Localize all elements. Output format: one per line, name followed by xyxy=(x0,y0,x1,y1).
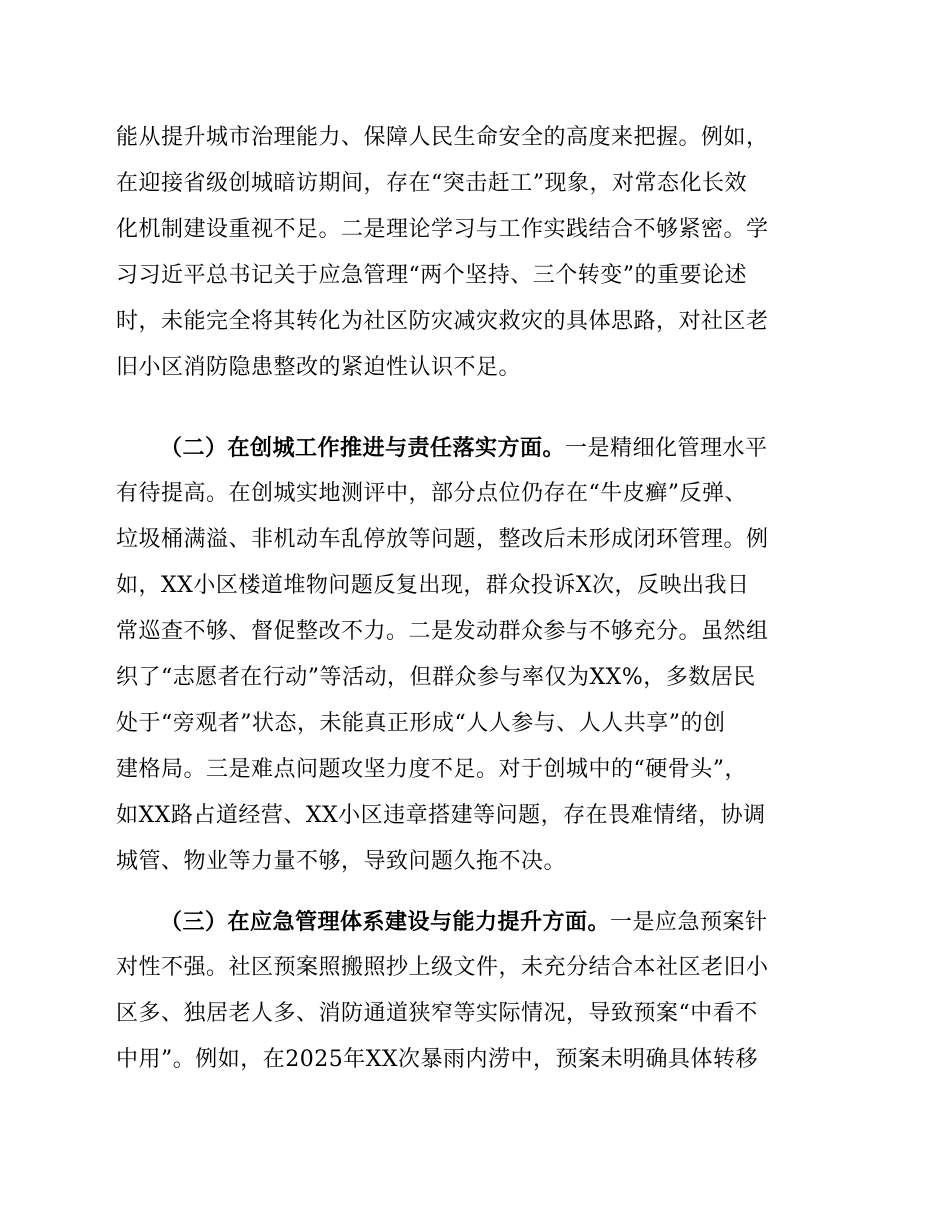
paragraph-line: 城管、物业等力量不够，导致问题久拖不决。 xyxy=(116,849,567,874)
paragraph-first-line xyxy=(116,899,836,945)
paragraph-line: 建格局。三是难点问题攻坚力度不足。对于创城中的“硬骨头”， xyxy=(116,757,747,782)
paragraph-1 xyxy=(116,115,836,391)
paragraph-line: 对性不强。社区预案照搬照抄上级文件，未充分结合本社区老旧小 xyxy=(116,955,769,980)
paragraph-line: 中用”。例如，在2025年XX次暴雨内涝中，预案未明确具体转移 xyxy=(116,1047,759,1072)
paragraph-line: 区多、独居老人多、消防通道狭窄等实际情况，导致预案“中看不 xyxy=(116,1001,758,1026)
paragraph-line: 常巡查不够、督促整改不力。二是发动群众参与不够充分。虽然组 xyxy=(116,619,769,644)
paragraph-line: 时，未能完全将其转化为社区防灾减灾救灾的具体思路，对社区老 xyxy=(116,309,769,334)
paragraph-line: 织了“志愿者在行动”等活动，但群众参与率仅为XX%，多数居民 xyxy=(116,665,756,690)
paragraph-2 xyxy=(116,425,836,885)
paragraph-line: 在迎接省级创城暗访期间，存在“突击赶工”现象，对常态化长效 xyxy=(116,171,747,196)
section-heading: （三）在应急管理体系建设与能力提升方面。 xyxy=(160,909,611,935)
heading-continuation: 一是应急预案针 xyxy=(610,910,768,935)
section-heading: （二）在创城工作推进与责任落实方面。 xyxy=(160,435,566,461)
paragraph-first-line xyxy=(116,425,836,471)
paragraph-line: 有待提高。在创城实地测评中，部分点位仍存在“牛皮癣”反弹、 xyxy=(116,481,747,506)
paragraph-line: 处于“旁观者”状态，未能真正形成“人人参与、人人共享”的创 xyxy=(116,711,726,736)
heading-continuation: 一是精细化管理水平 xyxy=(565,436,768,461)
paragraph-line: 习习近平总书记关于应急管理“两个坚持、三个转变”的重要论述 xyxy=(116,263,747,288)
paragraph-line: 化机制建设重视不足。二是理论学习与工作实践结合不够紧密。学 xyxy=(116,217,769,242)
paragraph-line: 旧小区消防隐患整改的紧迫性认识不足。 xyxy=(116,355,522,380)
paragraph-line: 如XX路占道经营、XX小区违章搭建等问题，存在畏难情绪，协调 xyxy=(116,803,766,828)
paragraph-line: 垃圾桶满溢、非机动车乱停放等问题，整改后未形成闭环管理。例 xyxy=(116,527,769,552)
paragraph-line: 如，XX小区楼道堆物问题反复出现，群众投诉X次，反映出我日 xyxy=(116,573,750,598)
paragraph-3 xyxy=(116,899,836,1083)
paragraph-line: 能从提升城市治理能力、保障人民生命安全的高度来把握。例如， xyxy=(116,125,769,150)
